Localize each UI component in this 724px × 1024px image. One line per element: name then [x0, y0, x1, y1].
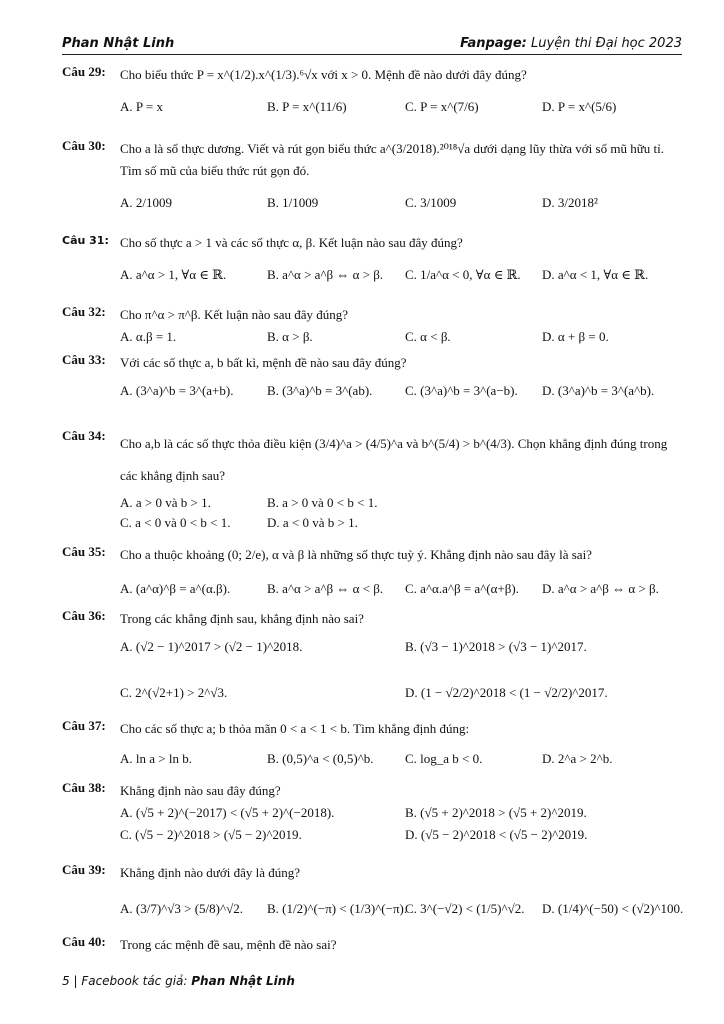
- question-text: Cho π^α > π^β. Kết luận nào sau đây đúng?: [120, 307, 349, 322]
- option-a[interactable]: A. (√2 − 1)^2017 > (√2 − 1)^2018.: [120, 639, 303, 654]
- question-32: [62, 304, 684, 352]
- option-d[interactable]: D. a < 0 và b > 1.: [267, 515, 358, 530]
- option-d[interactable]: D. 2^a > 2^b.: [542, 751, 613, 766]
- question-text: Cho số thực a > 1 và các số thực α, β. Kết luận nào sau đây đúng?: [120, 235, 463, 250]
- option-b[interactable]: B. a^α > a^β ⇔ α < β.: [267, 581, 384, 596]
- option-b[interactable]: B. a^α > a^β ⇔ α > β.: [267, 267, 384, 282]
- question-number: Câu 34:: [62, 428, 106, 443]
- option-a[interactable]: A. (a^α)^β = a^(α.β).: [120, 581, 231, 596]
- option-c[interactable]: C. (√5 − 2)^2018 > (√5 − 2)^2019.: [120, 827, 302, 842]
- question-text: Cho các số thực a; b thỏa mãn 0 < a < 1 < b. Tìm khẳng định đúng:: [120, 721, 470, 736]
- question-number: Câu 33:: [62, 352, 106, 367]
- footer-author: Phan Nhật Linh: [191, 974, 295, 988]
- question-number: Câu 29:: [62, 64, 106, 79]
- option-b[interactable]: B. (√5 + 2)^2018 > (√5 + 2)^2019.: [405, 805, 587, 820]
- page-footer: 5 | Facebook tác giả: Phan Nhật Linh: [62, 974, 295, 988]
- header-author: Phan Nhật Linh: [62, 36, 175, 51]
- question-text: Với các số thực a, b bất kì, mệnh đề nào sau đây đúng?: [120, 355, 407, 370]
- option-a[interactable]: A. a^α > 1, ∀α ∈ ℝ.: [120, 267, 227, 282]
- option-d[interactable]: D. 3/2018²: [542, 195, 598, 210]
- option-a[interactable]: A. (3/7)^√3 > (5/8)^√2.: [120, 901, 243, 916]
- question-33: [62, 352, 684, 406]
- option-c[interactable]: C. log_a b < 0.: [405, 751, 483, 766]
- option-a[interactable]: A. a > 0 và b > 1.: [120, 495, 211, 510]
- question-36: [62, 608, 684, 708]
- option-a[interactable]: A. (√5 + 2)^(−2017) < (√5 + 2)^(−2018).: [120, 805, 335, 820]
- option-d[interactable]: D. (3^a)^b = 3^(a^b).: [542, 383, 655, 398]
- option-c[interactable]: C. a < 0 và 0 < b < 1.: [120, 515, 231, 530]
- question-38: [62, 780, 684, 846]
- option-b[interactable]: B. (0,5)^a < (0,5)^b.: [267, 751, 374, 766]
- question-text: Cho a,b là các số thực thỏa điều kiện (3/4)^a > (4/5)^a và b^(5/4) > b^(4/3). Chọn khẳng định đúng trong các khẳng định sau?: [120, 436, 668, 483]
- option-c[interactable]: C. P = x^(7/6): [405, 99, 479, 114]
- option-b[interactable]: B. a > 0 và 0 < b < 1.: [267, 495, 378, 510]
- option-d[interactable]: D. (√5 − 2)^2018 < (√5 − 2)^2019.: [405, 827, 588, 842]
- option-b[interactable]: B. (√3 − 1)^2018 > (√3 − 1)^2017.: [405, 639, 587, 654]
- option-b[interactable]: B. 1/1009: [267, 195, 319, 210]
- question-text: Trong các khẳng định sau, khẳng định nào sai?: [120, 611, 364, 626]
- page-header: [62, 34, 682, 55]
- question-29: [62, 64, 684, 122]
- option-d[interactable]: D. (1/4)^(−50) < (√2)^100.: [542, 901, 684, 916]
- question-30: [62, 138, 684, 218]
- question-39: [62, 862, 684, 924]
- option-c[interactable]: C. 1/a^α < 0, ∀α ∈ ℝ.: [405, 267, 521, 282]
- option-b[interactable]: B. (1/2)^(−π) < (1/3)^(−π).: [267, 901, 408, 916]
- option-d[interactable]: D. a^α < 1, ∀α ∈ ℝ.: [542, 267, 649, 282]
- option-c[interactable]: C. (3^a)^b = 3^(a−b).: [405, 383, 518, 398]
- option-b[interactable]: B. P = x^(11/6): [267, 99, 347, 114]
- question-number: Câu 31:: [62, 234, 109, 247]
- option-c[interactable]: C. 3/1009: [405, 195, 457, 210]
- option-b[interactable]: B. (3^a)^b = 3^(ab).: [267, 383, 373, 398]
- question-text: Trong các mệnh đề sau, mệnh đề nào sai?: [120, 937, 337, 952]
- header-fanpage: Fanpage: Luyện thi Đại học 2023: [460, 36, 682, 51]
- option-d[interactable]: D. (1 − √2/2)^2018 < (1 − √2/2)^2017.: [405, 685, 608, 700]
- option-c[interactable]: C. 3^(−√2) < (1/5)^√2.: [405, 901, 525, 916]
- question-number: Câu 32:: [62, 304, 106, 319]
- option-d[interactable]: D. α + β = 0.: [542, 329, 609, 344]
- question-number: Câu 39:: [62, 862, 106, 877]
- option-c[interactable]: C. 2^(√2+1) > 2^√3.: [120, 685, 228, 700]
- page-number: 5: [62, 974, 70, 988]
- question-34: [62, 428, 684, 532]
- question-31: [62, 232, 684, 290]
- question-35: [62, 544, 684, 604]
- question-number: Câu 36:: [62, 608, 106, 623]
- question-number: Câu 37:: [62, 718, 106, 733]
- option-d[interactable]: D. a^α > a^β ⇔ α > β.: [542, 581, 659, 596]
- question-number: Câu 38:: [62, 780, 106, 795]
- option-a[interactable]: A. P = x: [120, 99, 163, 114]
- question-text: Cho a là số thực dương. Viết và rút gọn biểu thức a^(3/2018).²⁰¹⁸√a dưới dạng lũy thừa với số mũ hữu tỉ. Tìm số mũ của biểu thức rút gọn đó.: [120, 141, 664, 178]
- question-number: Câu 30:: [62, 138, 106, 153]
- question-number: Câu 40:: [62, 934, 106, 949]
- option-c[interactable]: C. a^α.a^β = a^(α+β).: [405, 581, 519, 596]
- option-a[interactable]: A. α.β = 1.: [120, 329, 177, 344]
- option-b[interactable]: B. α > β.: [267, 329, 313, 344]
- question-37: [62, 718, 684, 774]
- option-a[interactable]: A. (3^a)^b = 3^(a+b).: [120, 383, 234, 398]
- option-a[interactable]: A. ln a > ln b.: [120, 751, 192, 766]
- question-40: [62, 934, 684, 956]
- option-d[interactable]: D. P = x^(5/6): [542, 99, 617, 114]
- question-text: Khẳng định nào dưới đây là đúng?: [120, 865, 300, 880]
- option-a[interactable]: A. 2/1009: [120, 195, 172, 210]
- question-text: Cho biểu thức P = x^(1/2).x^(1/3).⁶√x với x > 0. Mệnh đề nào dưới đây đúng?: [120, 67, 527, 82]
- question-text: Cho a thuộc khoảng (0; 2/e), α và β là những số thực tuỳ ý. Khẳng định nào sau đây là sai?: [120, 547, 592, 562]
- option-c[interactable]: C. α < β.: [405, 329, 451, 344]
- question-number: Câu 35:: [62, 544, 106, 559]
- question-text: Khẳng định nào sau đây đúng?: [120, 783, 281, 798]
